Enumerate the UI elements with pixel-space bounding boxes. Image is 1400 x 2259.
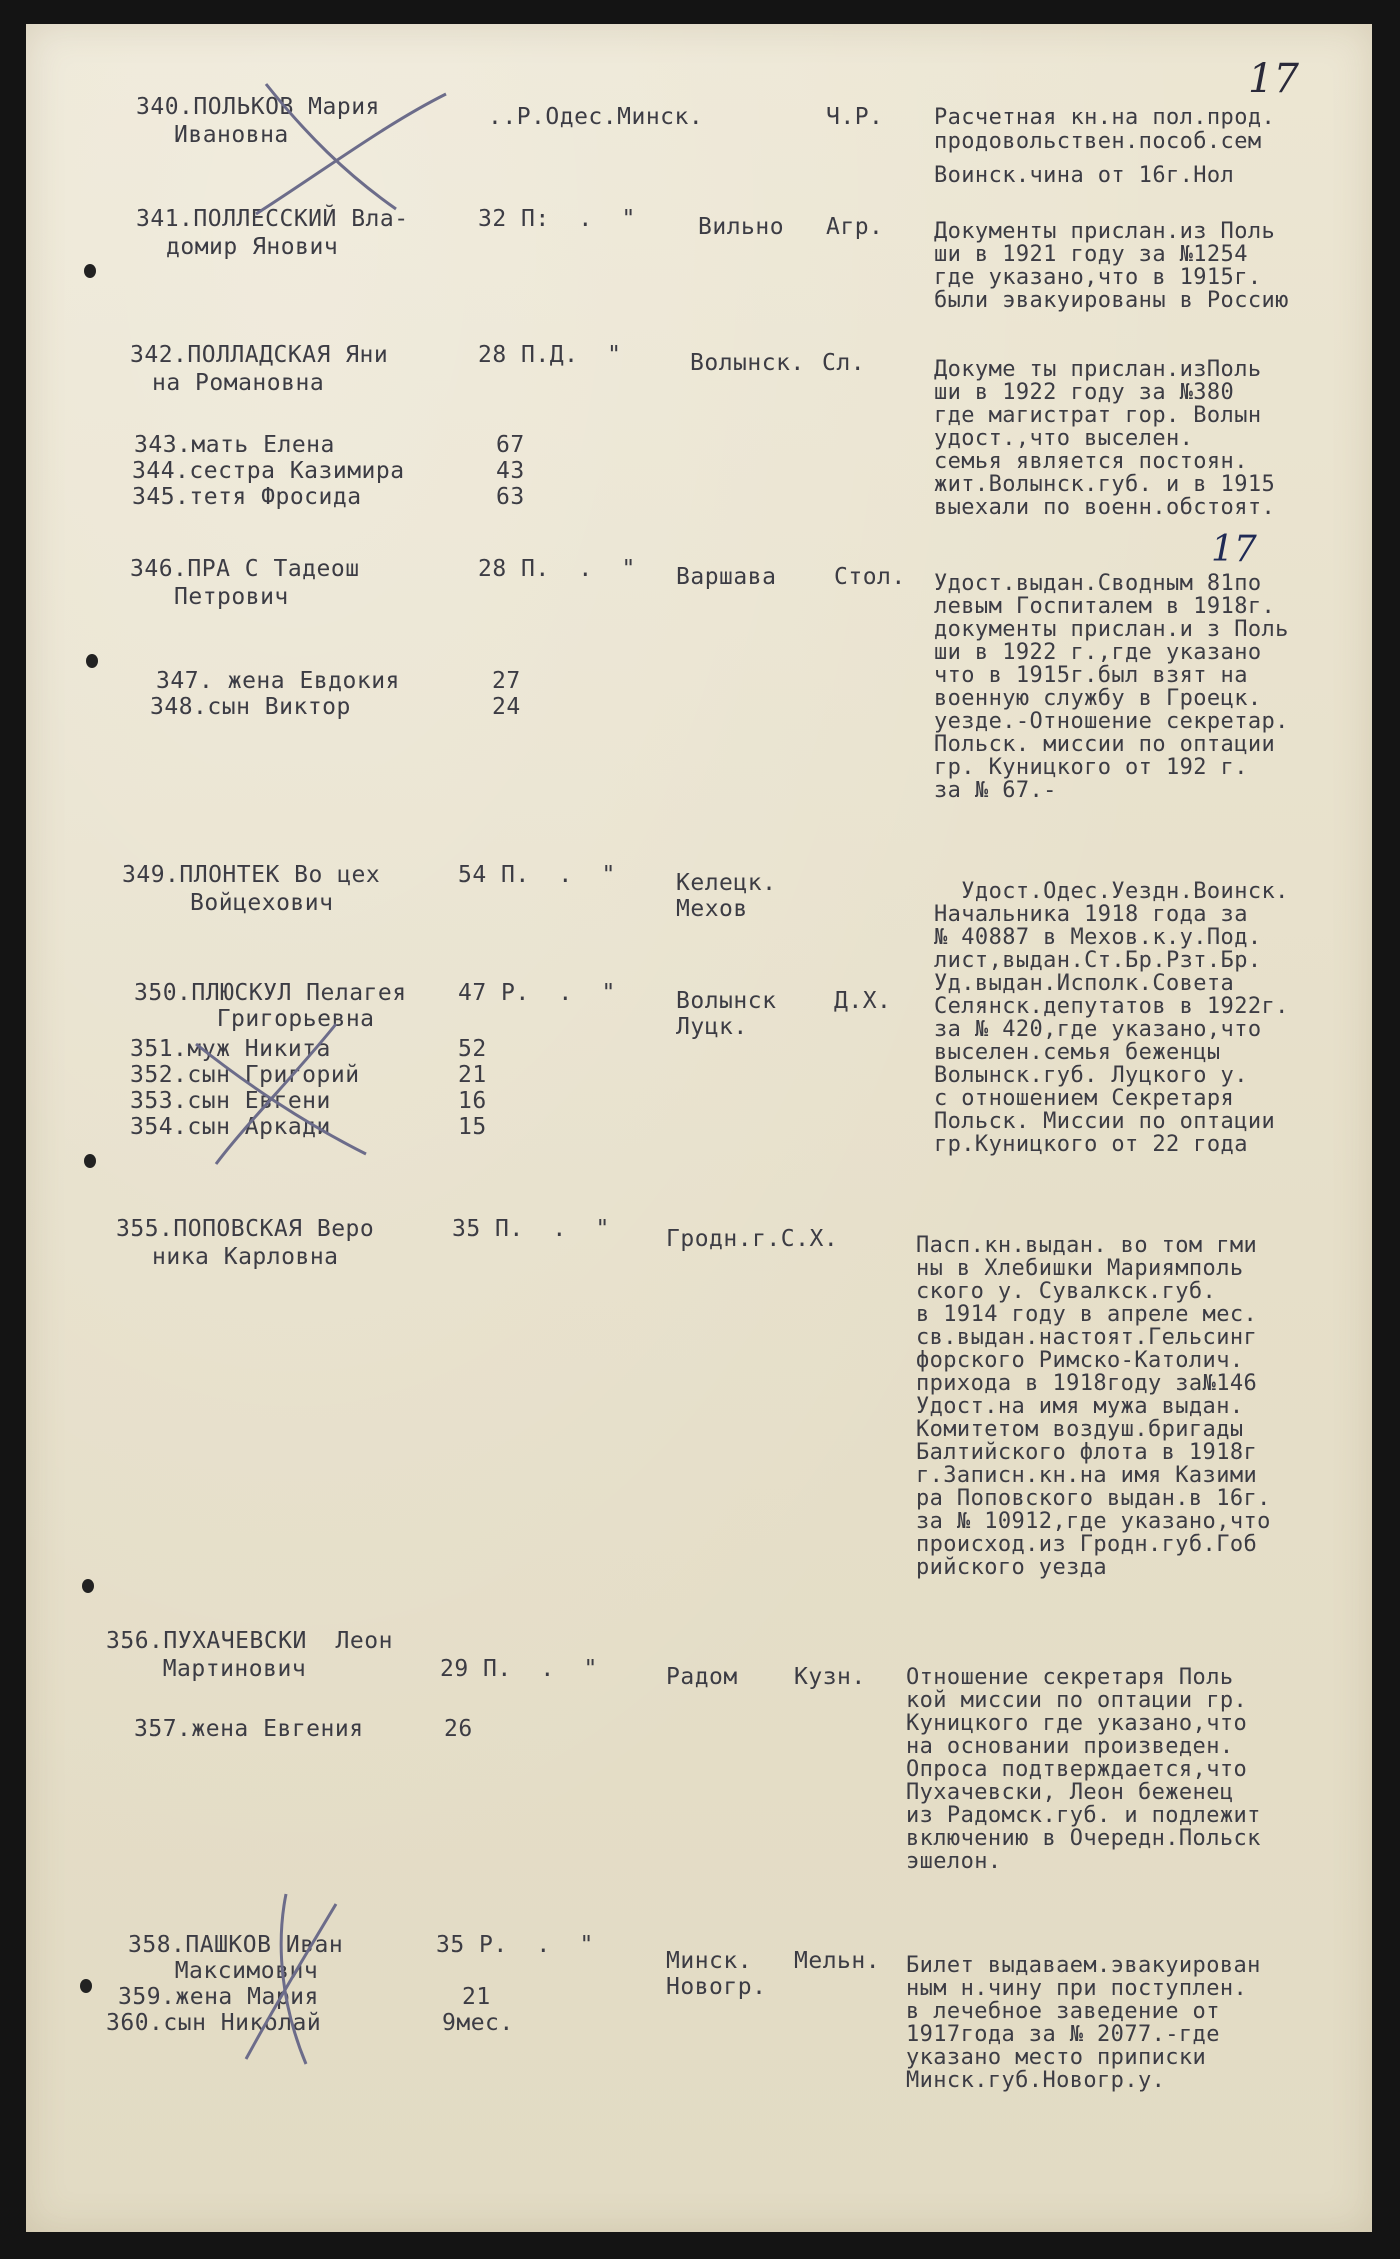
record-name-line: Мартинович [134,1656,307,1682]
punch-hole [84,264,96,278]
record-name-line: на Романовна [152,370,325,396]
record-note-line: указано место приписки [906,2045,1207,2070]
record-note-line: где указано,что в 1915г. [934,265,1262,290]
record-origin: Вильно [698,214,785,240]
record-note-line: ши в 1922 году за №380 [934,380,1235,405]
family-member-age: 26 [444,1716,473,1742]
family-member-line: 348.сын Виктор [150,694,351,720]
record-note-line: Удост.выдан.Сводным 81по [934,571,1262,596]
record-origin: Волынск. [690,350,805,376]
punch-hole [80,1979,92,1993]
punch-hole [86,654,98,668]
family-member-age: 24 [492,694,521,720]
record-occupation: Кузн. [794,1664,866,1690]
record-origin: Варшава [676,564,777,590]
record-name-line: 358.ПАШКОВ Иван [128,1932,344,1958]
record-age: 35 Р. . " [436,1932,594,1958]
family-member-age: 21 [458,1062,487,1088]
record-name-line: 341.ПОЛЛЕССКИЙ Вла- [136,206,409,232]
family-member-age: 43 [496,458,525,484]
family-member-line: 353.сын Евгени [130,1088,331,1114]
record-name-line: Максимович [146,1958,319,1984]
family-member-line: 357.жена Евгения [134,1716,364,1742]
record-age: 35 П. . " [452,1216,610,1242]
record-note-line: Отношение секретаря Поль [906,1665,1234,1690]
record-age: 54 П. . " [458,862,616,888]
record-note-line: выселен.семья беженцы [934,1040,1221,1065]
record-note-line: где магистрат гор. Волын [934,403,1262,428]
family-member-age: 52 [458,1036,487,1062]
record-age: 28 П.Д. " [478,342,622,368]
record-name-line: 349.ПЛОНТЕК Во цех [122,862,381,888]
record-note-line: за № 420,где указано,что [934,1017,1262,1042]
record-note-line: Польск. Миссии по оптации [934,1109,1276,1134]
record-note-line: документы прислан.и з Поль [934,617,1289,642]
pencil-crossout-mark [176,1014,396,1174]
record-note-line: что в 1915г.был взят на [934,663,1248,688]
family-member-line: 359.жена Мария [118,1984,319,2010]
record-origin: Гродн.г.С.Х. [666,1226,839,1252]
record-note-line: Опроса подтверждается,что [906,1757,1248,1782]
record-note-line: удост.,что выселен. [934,426,1194,451]
record-age: 29 П. . " [440,1656,598,1682]
record-note-line: Минск.губ.Новогр.у. [906,2068,1166,2093]
family-member-line: 354.сын Аркади [130,1114,331,1140]
record-note-line: гр. Куницкого от 192 г. [934,755,1248,780]
record-note-line: ра Поповского выдан.в 16г. [916,1486,1271,1511]
record-note-line: св.выдан.настоят.Гельсинг [916,1325,1258,1350]
record-note-line: за № 10912,где указано,что [916,1509,1271,1534]
record-name-line: 355.ПОПОВСКАЯ Веро [116,1216,375,1242]
family-member-line: 360.сын Николай [106,2010,322,2036]
record-note-line: г.Записн.кн.на имя Казими [916,1463,1258,1488]
record-note-line: на основании произведен. [906,1734,1234,1759]
record-note-line: Расчетная кн.на пол.прод. [934,105,1276,130]
family-member-age: 27 [492,668,521,694]
pencil-crossout-mark [206,1884,366,2074]
record-note-line: ным н.чину при поступлен. [906,1976,1248,2001]
record-origin: Радом [666,1664,738,1690]
record-note-line: ши в 1921 году за №1254 [934,242,1248,267]
record-note-line: гр.Куницкого от 22 года [934,1132,1248,1157]
punch-hole [84,1154,96,1168]
record-name-line: 356.ПУХАЧЕВСКИ Леон [106,1628,393,1654]
record-note-line: Пасп.кн.выдан. во том гми [916,1233,1258,1258]
pencil-crossout-mark [226,74,466,224]
record-note-line: прихода в 1918году за№146 [916,1371,1258,1396]
record-note-line: Селянск.депутатов в 1922г. [934,994,1289,1019]
record-occupation: Д.Х. [834,988,892,1014]
record-note-line: были эвакуированы в Россию [934,288,1289,313]
family-member-age: 21 [462,1984,491,2010]
record-note-line: левым Госпиталем в 1918г. [934,594,1276,619]
record-note-line: Начальника 1918 года за [934,902,1248,927]
record-name-line: домир Янович [166,234,339,260]
family-member-age: 15 [458,1114,487,1140]
record-occupation: Стол. [834,564,906,590]
record-note-line: Уд.выдан.Исполк.Совета [934,971,1235,996]
record-note-line: за № 67.- [934,778,1057,803]
family-member-line: 343.мать Елена [134,432,335,458]
family-member-line: 352.сын Григорий [130,1062,360,1088]
record-note-line: выехали по военн.обстоят. [934,495,1276,520]
record-note-line: Воинск.чина от 16г.Нол [934,163,1235,188]
record-note-line: с отношением Секретаря [934,1086,1235,1111]
record-note-line: продовольствен.пособ.сем [934,129,1262,154]
document-sheet [26,24,1372,2232]
record-origin: Келецк. Мехов [676,870,777,922]
record-note-line: в 1914 году в апреле мес. [916,1302,1258,1327]
record-note-line: Пухачевски, Леон беженец [906,1780,1234,1805]
stamp-number: 17 [1211,529,1257,570]
record-note-line: кой миссии по оптации гр. [906,1688,1248,1713]
record-name-line: Петрович [174,584,289,610]
punch-hole [82,1579,94,1593]
record-note-line: 1917года за № 2077.-где [906,2022,1220,2047]
family-member-age: 16 [458,1088,487,1114]
record-name-line: 340.ПОЛЬКОВ Мария [136,94,380,120]
record-occupation: Ч.Р. [826,104,884,130]
record-note-line: Докуме ты прислан.изПоль [934,357,1262,382]
family-member-line: 345.тетя Фросида [132,484,362,510]
page-number: 17 [1248,56,1299,102]
record-name-line: 350.ПЛЮСКУЛ Пелагея [134,980,407,1006]
record-note-line: эшелон. [906,1849,1002,1874]
record-origin: Волынск Луцк. [676,988,777,1040]
family-member-line: 351.муж Никита [130,1036,331,1062]
family-member-age: 63 [496,484,525,510]
record-name-line: Григорьевна [188,1006,375,1032]
record-note-line: включению в Очередн.Польск [906,1826,1261,1851]
record-name-line: Войцехович [190,890,334,916]
record-note-line: ши в 1922 г.,где указано [934,640,1262,665]
record-note-line: ны в Хлебишки Мариямполь [916,1256,1244,1281]
record-note-line: рийского уезда [916,1555,1108,1580]
record-note-line: уезде.-Отношение секретар. [934,709,1289,734]
record-name-line: 342.ПОЛЛАДСКАЯ Яни [130,342,389,368]
family-member-age: 9мес. [442,2010,514,2036]
record-note-line: Балтийского флота в 1918г [916,1440,1258,1465]
record-name-line: Ивановна [174,122,289,148]
record-note-line: Билет выдаваем.эвакуирован [906,1953,1261,1978]
record-note-line: форского Римско-Католич. [916,1348,1244,1373]
record-note-line: происход.из Гродн.губ.Гоб [916,1532,1258,1557]
record-age: 47 Р. . " [458,980,616,1006]
record-age: 32 П: . " [478,206,636,232]
record-note-line: Документы прислан.из Поль [934,219,1276,244]
record-note-line: семья является постоян. [934,449,1248,474]
record-occupation: Агр. [826,214,884,240]
family-member-line: 347. жена Евдокия [156,668,400,694]
family-member-line: 344.сестра Казимира [132,458,405,484]
record-note-line: Удост.Одес.Уездн.Воинск. [934,879,1289,904]
record-origin: Минск. Новогр. [666,1948,767,2000]
record-age: 28 П. . " [478,556,636,582]
record-note-line: из Радомск.губ. и подлежит [906,1803,1261,1828]
record-note-line: в лечебное заведение от [906,1999,1220,2024]
record-note-line: № 40887 в Мехов.к.у.Под. [934,925,1262,950]
record-origin: ..Р.Одес.Минск. [488,104,704,130]
record-note-line: военную службу в Гроецк. [934,686,1262,711]
record-name-line: ника Карловна [152,1244,339,1270]
record-note-line: жит.Волынск.губ. и в 1915 [934,472,1276,497]
record-note-line: лист,выдан.Ст.Бр.Рзт.Бр. [934,948,1262,973]
record-note-line: Комитетом воздуш.бригады [916,1417,1244,1442]
record-name-line: 346.ПРА С Тадеош [130,556,360,582]
record-note-line: Куницкого где указано,что [906,1711,1248,1736]
record-occupation: Сл. [822,350,866,376]
record-note-line: ского у. Сувалкск.губ. [916,1279,1217,1304]
record-note-line: Польск. миссии по оптации [934,732,1276,757]
record-note-line: Удост.на имя мужа выдан. [916,1394,1244,1419]
record-note-line: Волынск.губ. Луцкого у. [934,1063,1248,1088]
record-occupation: Мельн. [794,1948,881,1974]
family-member-age: 67 [496,432,525,458]
